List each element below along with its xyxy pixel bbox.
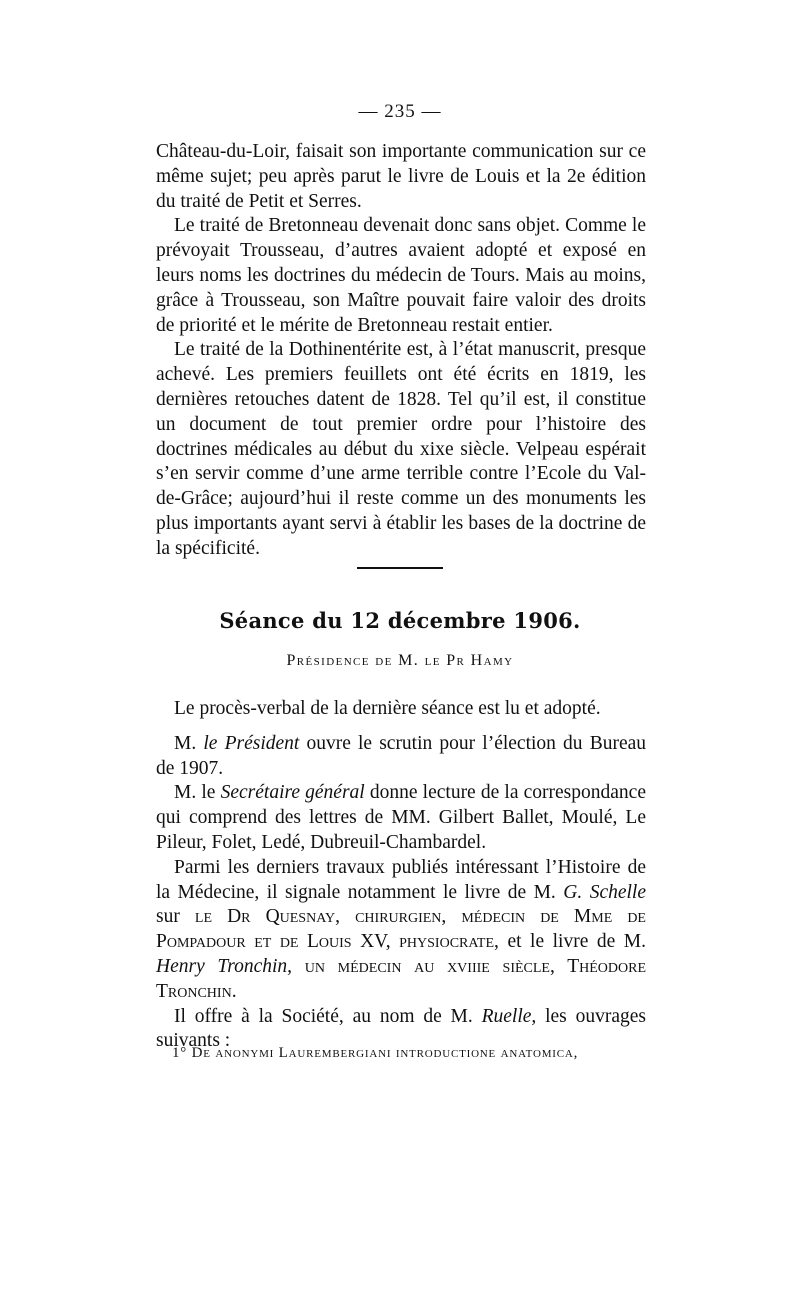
text-run: et le livre de M. [498,931,646,953]
paragraph-correspondance [156,781,646,855]
italic-run: Henry Tronchin, [156,955,293,977]
presidence-line: Présidence de M. le Pr Hamy [286,652,514,669]
text-run: sur [156,906,195,928]
continued-text [156,140,646,562]
text-run: Il offre à la Société, au nom de M. [174,1005,482,1027]
section-divider [357,567,443,569]
italic-run: Secrétaire général [220,782,365,804]
text-run: les ouvrages suivants : [156,1005,646,1052]
paragraph-gap [156,722,646,732]
small-caps-run: le Dr Quesnay, chirurgien, médecin de Mme de Pompadour et de Louis XV, physiocrate, [156,906,646,953]
small-caps-run: un médecin au xviiie siècle, Théodore Tronchin. [156,955,646,1002]
text-run: M. le [174,782,221,804]
italic-run: G. Schelle [563,881,646,903]
page-number: — 235 — [358,101,442,122]
paragraph-scrutin [156,732,646,782]
paragraph-travaux [156,856,646,1005]
paragraph-dothinenterite: Le traité de la Dothinentérite est, à l’état manuscrit, presque achevé. Les premiers feuillets ont été écrits en 1819, les dernières retouches datent de 1828. Tel qu’il est, il constitue un document de tout premier ordre pour l’histoire des doctrines médicales au début du xixe siècle. Velpeau espérait s’en servir comme d’une arme terrible contre l’Ecole du Val-de-Grâce; aujourd’hui il reste comme un des monuments les plus importants ayant servi à établir les bases de la doctrine de la spécificité. [156,339,646,559]
paragraph-chateau-du-loir: Château-du-Loir, faisait son importante communication sur ce même sujet; peu après parut le livre de Louis et la 2e édition du traité de Petit et Serres. [156,141,646,212]
session-minutes [156,697,646,1054]
text-run: Parmi les derniers travaux publiés intéressant l’Histoire de la Médecine, il signale notamment le livre de M. [156,856,646,903]
italic-run: le Président [203,732,300,754]
text-run: donne lecture de la correspondance qui comprend des lettres de MM. Gilbert Ballet, Moulé, Le Pileur, Folet, Ledé, Dubreuil-Chambardel. [156,782,646,853]
italic-run: Ruelle, [481,1005,537,1027]
session-title: Séance du 12 décembre 1906. [219,608,581,633]
paragraph-proces-verbal: Le procès-verbal de la dernière séance est lu et adopté. [174,698,601,719]
text-run: ouvre le scrutin pour l’élection du Bureau de 1907. [156,732,647,779]
list-item-1: 1° De anonymi Laurembergiani introductione anatomica, [172,1045,579,1061]
text-run: M. [174,732,204,754]
paragraph-traite-bretonneau: Le traité de Bretonneau devenait donc sans objet. Comme le prévoyait Trousseau, d’autres avaient adopté et exposé en leurs noms les doctrines du médecin de Tours. Mais au moins, grâce à Trousseau, son Maître pouvait faire valoir des droits de priorité et le mérite de Bretonneau restait entier. [156,215,646,336]
